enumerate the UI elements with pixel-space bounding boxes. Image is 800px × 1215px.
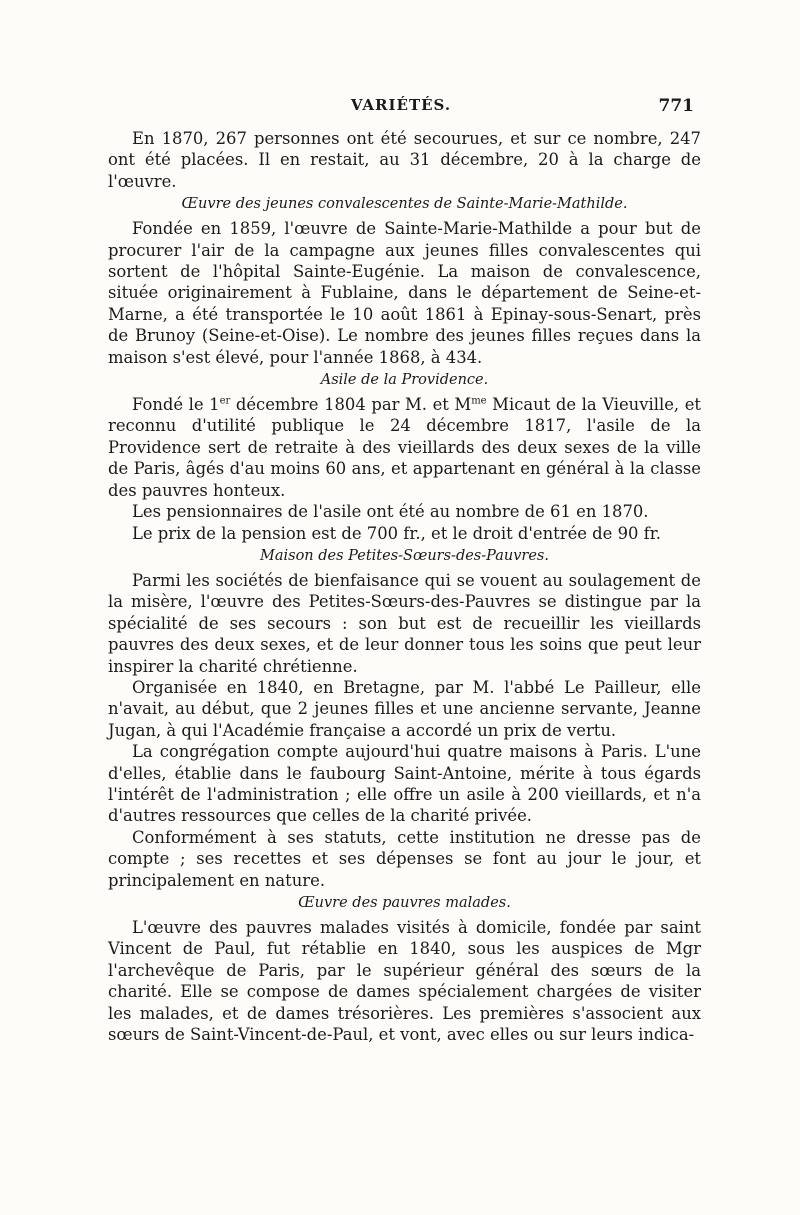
text-run: Œuvre des jeunes convalescentes de Sainte-Marie-Mathilde. [181,196,628,213]
text-run: Asile de la Providence. [320,372,489,389]
paragraph [108,523,701,544]
text-run: Œuvre des pauvres malades. [298,895,511,911]
paragraph [108,677,701,741]
paragraph [108,741,701,827]
text-run: En 1870, 267 personnes ont été secourues, et sur ce nombre, 247 ont été placées. Il en restait, au 31 décembre, 20 à la charge de l'œuvre. [108,129,701,191]
text-run: décembre 1804 par M. et M [230,395,472,415]
superscript: me [471,395,487,407]
paragraph [108,827,701,891]
paragraph [108,394,701,501]
text-run: L'œuvre des pauvres malades visités à domicile, fondée par saint Vincent de Paul, fut rétablie en 1840, sous les auspices de Mgr l'archevêque de Paris, par le supérieur général des sœurs de la charité. Elle se compose de dames spécialement chargées de visiter les malades, et de dames trésorières. Les premières s'associent aux sœurs de Saint-Vincent-de-Paul, et vont, avec elles ou sur leurs indica- [108,918,701,1045]
text-run: Fondé le 1 [132,395,220,415]
paragraph [108,501,701,522]
paragraph [108,917,701,1045]
text-run: Parmi les sociétés de bienfaisance qui se vouent au soulagement de la misère, l'œuvre des Petites-Sœurs-des-Pauvres se distingue par la spécialité de ses secours : son but est de recueillir les vieillards pauvres des deux sexes, et de leur donner tous les soins que peut leur inspirer la charité chrétienne. [108,570,701,676]
page-number: 771 [658,96,694,116]
paragraph [108,218,701,368]
text-run: Conformément à ses statuts, cette institution ne dresse pas de compte ; ses recettes et ses dépenses se font au jour le jour, et principalement en nature. [108,827,701,890]
paragraph [108,570,701,677]
running-title: VARIÉTÉS. [350,96,452,114]
text-run: Le prix de la pension est de 700 fr., et le droit d'entrée de 90 fr. [132,523,661,543]
section-heading [108,894,701,913]
page-body [108,128,701,1045]
text-run: Fondée en 1859, l'œuvre de Sainte-Marie-Mathilde a pour but de procurer l'air de la campagne aux jeunes filles convalescentes qui sortent de l'hôpital Sainte-Eugénie. La maison de convalescence, située originairement à Fublaine, dans le département de Seine-et-Marne, a été transportée le 10 août 1861 à Epinay-sous-Senart, près de Brunoy (Seine-et-Oise). Le nombre des jeunes filles reçues dans la maison s'est élevé, pour l'année 1868, à 434. [108,219,701,367]
paragraph [108,128,701,192]
superscript: er [219,395,231,407]
text-run: Micaut de la Vieuville, et reconnu d'utilité publique le 24 décembre 1817, l'asile de la Providence sert de retraite à des vieillards des deux sexes de la ville de Paris, âgés d'au moins 60 ans, et appartenant en général à la classe des pauvres honteux. [108,395,701,500]
text-run: Maison des Petites-Sœurs-des-Pauvres. [260,547,549,564]
section-heading [108,195,701,214]
text-run: Les pensionnaires de l'asile ont été au nombre de 61 en 1870. [132,502,649,522]
section-heading [108,371,701,390]
section-heading [108,547,701,566]
page-header [108,96,694,122]
text-run: Organisée en 1840, en Bretagne, par M. l'abbé Le Pailleur, elle n'avait, au début, que 2 jeunes filles et une ancienne servante, Jeanne Jugan, à qui l'Académie française a accordé un prix de vertu. [108,677,701,740]
text-run: La congrégation compte aujourd'hui quatre maisons à Paris. L'une d'elles, établie dans le faubourg Saint-Antoine, mérite à tous égards l'intérêt de l'administration ; elle offre un asile à 200 vieillards, et n'a d'autres ressources que celles de la charité privée. [108,742,701,826]
